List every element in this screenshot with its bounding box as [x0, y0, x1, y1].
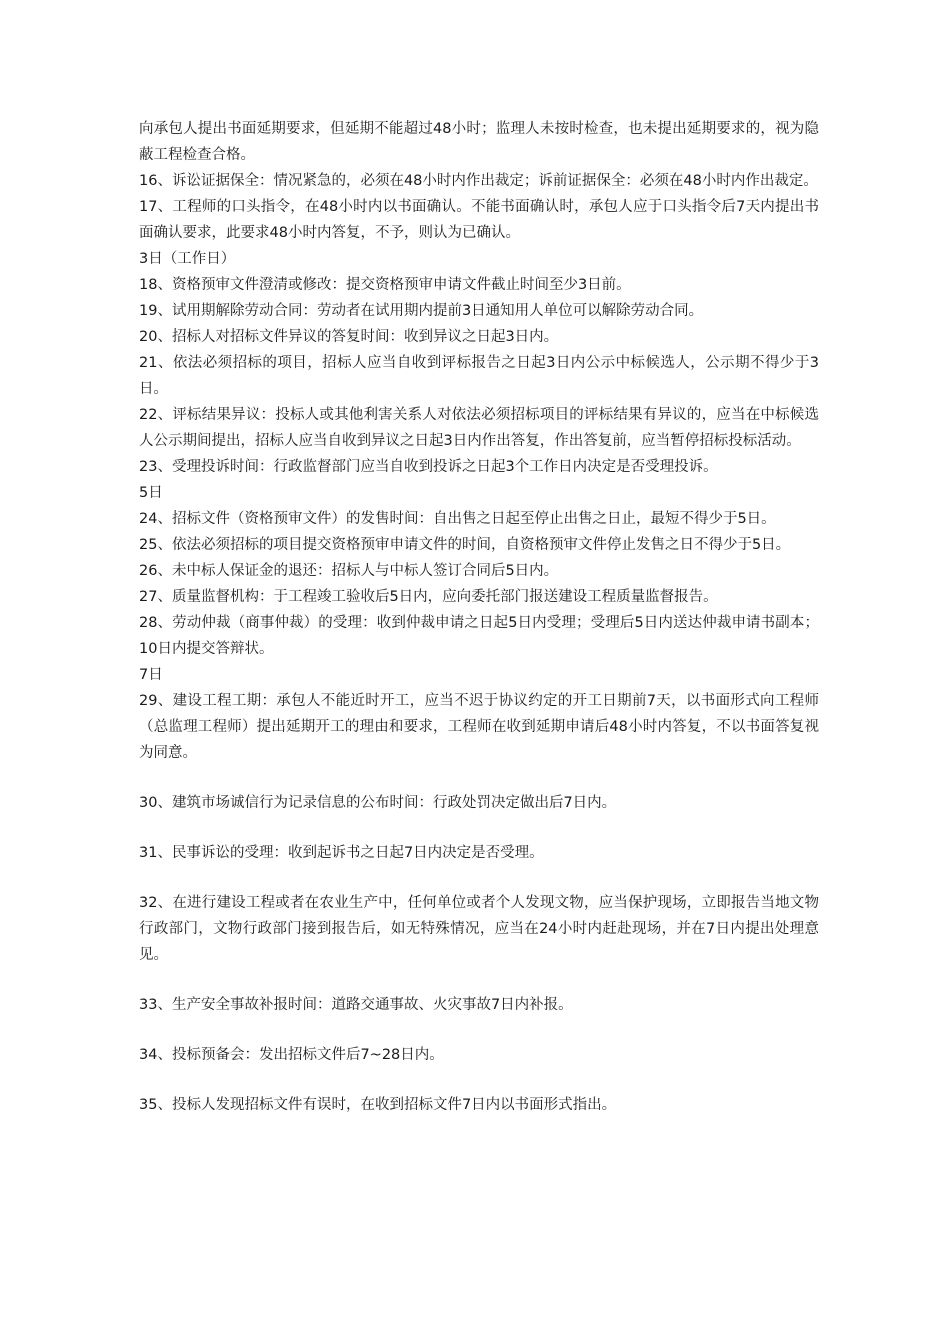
document-paragraph: 26、未中标人保证金的退还：招标人与中标人签订合同后5日内。	[139, 563, 559, 579]
document-paragraph: 29、建设工程工期：承包人不能近时开工，应当不迟于协议约定的开工日期前7天，以书面形式向工程师（总监理工程师）提出延期开工的理由和要求，工程师在收到延期申请后48小时内答复，不以书面答复视为同意。	[139, 693, 819, 761]
document-paragraph: 34、投标预备会：发出招标文件后7~28日内。	[139, 1047, 444, 1063]
document-paragraph: 25、依法必须招标的项目提交资格预审申请文件的时间，自资格预审文件停止发售之日不得少于5日。	[139, 537, 791, 553]
document-paragraph: 32、在进行建设工程或者在农业生产中，任何单位或者个人发现文物，应当保护现场，立即报告当地文物行政部门，文物行政部门接到报告后，如无特殊情况，应当在24小时内赶赴现场，并在7日内提出处理意见。	[139, 895, 819, 963]
document-paragraph: 5日	[139, 485, 163, 501]
document-paragraph: 22、评标结果异议：投标人或其他利害关系人对依法必须招标项目的评标结果有异议的，应当在中标候选人公示期间提出，招标人应当自收到异议之日起3日内作出答复，作出答复前，应当暂停招标投标活动。	[139, 407, 819, 449]
document-paragraph: 19、试用期解除劳动合同：劳动者在试用期内提前3日通知用人单位可以解除劳动合同。	[139, 303, 704, 319]
document-paragraph: 3日（工作日）	[139, 251, 236, 267]
document-paragraph: 17、工程师的口头指令，在48小时内以书面确认。不能书面确认时，承包人应于口头指令后7天内提出书面确认要求，此要求48小时内答复，不予，则认为已确认。	[139, 199, 819, 241]
document-paragraph: 23、受理投诉时间：行政监督部门应当自收到投诉之日起3个工作日内决定是否受理投诉。	[139, 459, 718, 475]
document-paragraph: 31、民事诉讼的受理：收到起诉书之日起7日内决定是否受理。	[139, 845, 544, 861]
document-body	[139, 116, 819, 1118]
document-paragraph: 33、生产安全事故补报时间：道路交通事故、火灾事故7日内补报。	[139, 997, 573, 1013]
document-paragraph: 21、依法必须招标的项目，招标人应当自收到评标报告之日起3日内公示中标候选人，公示期不得少于3日。	[139, 355, 819, 397]
document-paragraph: 向承包人提出书面延期要求，但延期不能超过48小时；监理人未按时检查，也未提出延期要求的，视为隐蔽工程检查合格。	[139, 121, 819, 163]
document-paragraph: 7日	[139, 667, 163, 683]
document-paragraph: 30、建筑市场诚信行为记录信息的公布时间：行政处罚决定做出后7日内。	[139, 795, 617, 811]
document-paragraph: 35、投标人发现招标文件有误时，在收到招标文件7日内以书面形式指出。	[139, 1097, 617, 1113]
document-paragraph: 20、招标人对招标文件异议的答复时间：收到异议之日起3日内。	[139, 329, 559, 345]
document-paragraph: 27、质量监督机构：于工程竣工验收后5日内，应向委托部门报送建设工程质量监督报告。	[139, 589, 718, 605]
document-paragraph: 16、诉讼证据保全：情况紧急的，必须在48小时内作出裁定；诉前证据保全：必须在48小时内作出裁定。	[139, 173, 818, 189]
document-paragraph: 28、劳动仲裁（商事仲裁）的受理：收到仲裁申请之日起5日内受理；受理后5日内送达仲裁申请书副本；10日内提交答辩状。	[139, 615, 819, 657]
document-paragraph: 18、资格预审文件澄清或修改：提交资格预审申请文件截止时间至少3日前。	[139, 277, 631, 293]
document-paragraph: 24、招标文件（资格预审文件）的发售时间：自出售之日起至停止出售之日止，最短不得少于5日。	[139, 511, 776, 527]
